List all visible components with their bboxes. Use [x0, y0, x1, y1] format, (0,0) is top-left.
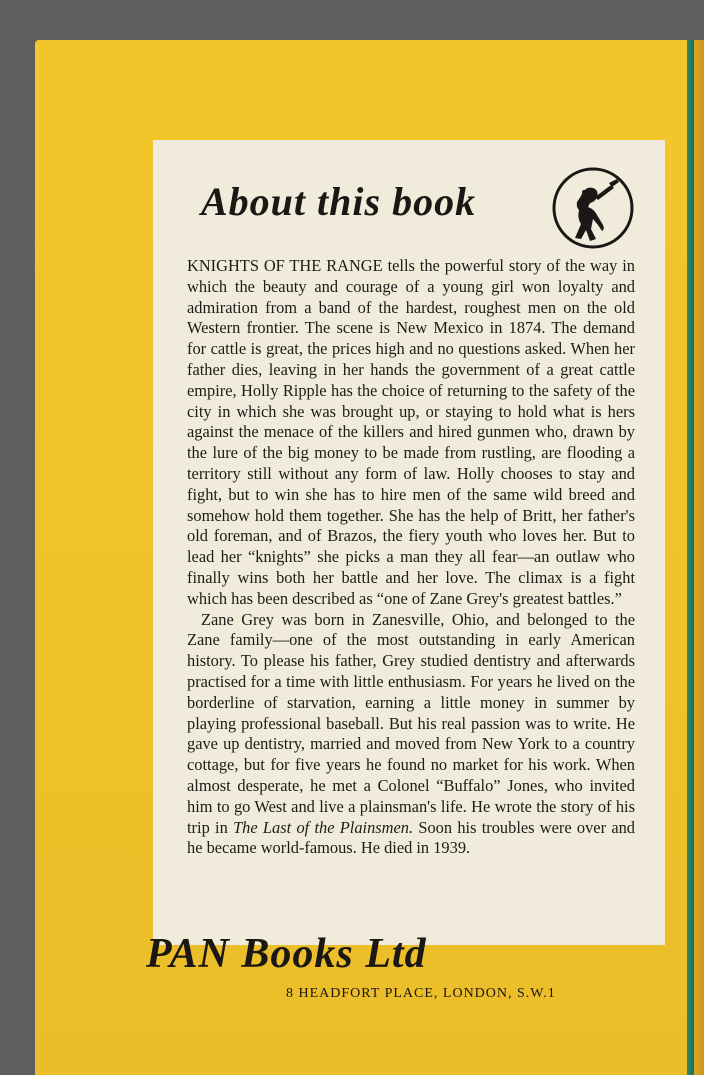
- author-bio-paragraph: [187, 610, 635, 860]
- about-panel: [153, 140, 665, 945]
- pan-piper-logo-icon: [551, 166, 635, 250]
- bio-book-title: The Last of the Plainsmen.: [233, 817, 414, 837]
- spine-edge: [687, 40, 704, 1075]
- bio-text-start: Zane Grey was born in Zanesville, Ohio, and belonged to the Zane family—one of the most outstanding in early American history. To please his father, Grey studied dentistry and afterwards practised for a time with little enthusiasm. For years he lived on the borderline of starvation, earning a little money in summer by playing professional baseball. But his real passion was to write. He gave up dentistry, married and moved from New York to a country cottage, but for five years he found no market for his work. When almost desperate, he met a Colonel “Buffalo” Jones, who invited him to go West and live a plainsman's life. He wrote the story of his trip in: [187, 609, 635, 837]
- publisher-name: PAN Books Ltd: [146, 931, 427, 977]
- synopsis-paragraph: KNIGHTS OF THE RANGE tells the powerful story of the way in which the beauty and courage of a young girl won loyalty and admiration from a band of the hardest, roughest men on the old Western frontier. The scene is New Mexico in 1874. The demand for cattle is great, the prices high and no questions asked. When her father dies, leaving in her hands the government of a great cattle empire, Holly Ripple has the choice of returning to the safety of the city in which she was brought up, or staying to hold what is hers against the menace of the killers and hired gunmen who, drawn by the lure of the big money to be made from rustling, are flooding a territory still without any form of law. Holly chooses to stay and fight, but to win she has to hire men of the same wild breed and somehow hold them together. She has the help of Britt, her father's old foreman, and of Brazos, the fiery youth who loves her. But to lead her “knights” she picks a man they all fear—an outlaw who finally wins both her battle and her love. The climax is a fight which has been described as “one of Zane Grey's greatest battles.”: [187, 256, 635, 608]
- about-title: About this book: [201, 179, 477, 224]
- about-body: [187, 256, 635, 859]
- book-back-cover: [35, 40, 687, 1075]
- publisher-address: 8 HEADFORT PLACE, LONDON, S.W.1: [286, 986, 556, 1001]
- bio-text-end: Soon his troubles were over and he became world-famous. He died in 1939.: [187, 817, 635, 858]
